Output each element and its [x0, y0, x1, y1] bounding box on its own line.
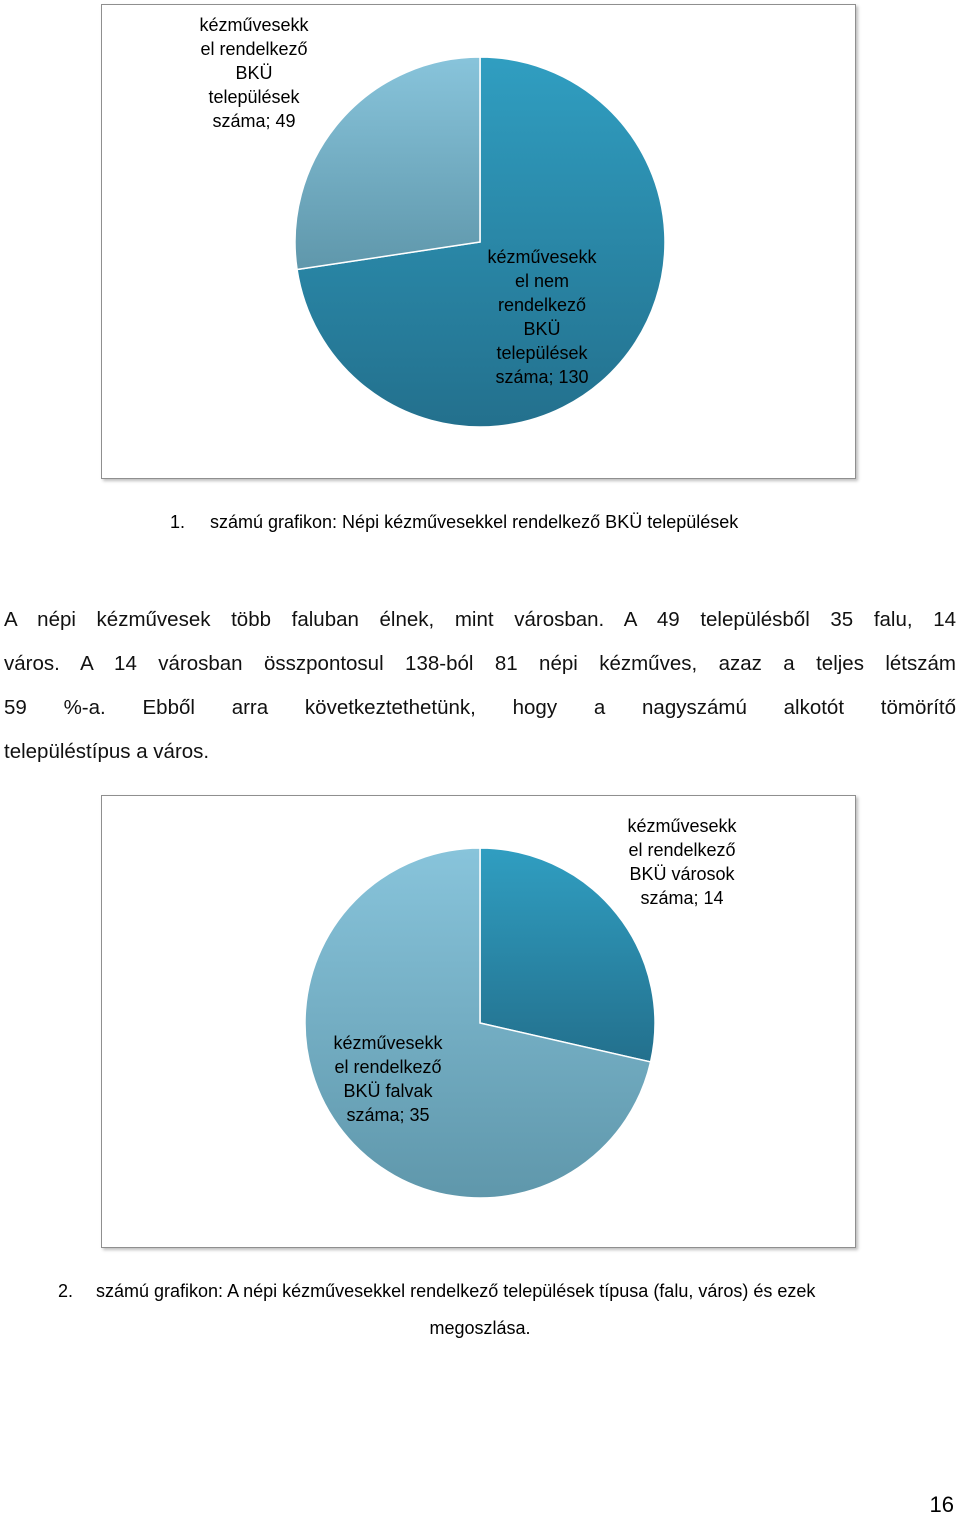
- pie-chart-2: [101, 795, 856, 1248]
- chart-2-caption-continued: megoszlása.: [429, 1318, 531, 1338]
- caption-text: számú grafikon: Népi kézművesekkel rendelkező BKÜ települések: [210, 512, 739, 532]
- paragraph-line: településtípus a város.: [4, 740, 210, 763]
- slice-label-villages: kézművesekk el rendelkező BKÜ falvak száma; 35: [333, 1033, 443, 1125]
- paragraph-line: város. A 14 városban összpontosul 138-ból 81 népi kézműves, azaz a teljes létszám: [4, 652, 956, 675]
- chart-1-caption: [170, 510, 738, 534]
- caption-number: 2.: [58, 1281, 74, 1301]
- paragraph-line: A népi kézművesek több faluban élnek, mint városban. A 49 településből 35 falu, 14: [4, 608, 956, 631]
- caption-number: 1.: [170, 512, 186, 532]
- body-paragraph: [4, 598, 956, 774]
- pie-chart-1: [101, 4, 856, 479]
- caption-text: számú grafikon: A népi kézművesekkel rendelkező települések típusa (falu, város) és ezek: [96, 1281, 816, 1301]
- slice-label-towns: kézművesekk el rendelkező BKÜ városok száma; 14: [627, 816, 737, 908]
- paragraph-line: 59 %-a. Ebből arra következtethetünk, hogy a nagyszámú alkotót tömörítő: [4, 696, 956, 719]
- page-number: 16: [929, 1492, 954, 1517]
- slice-label-without-craftsmen: kézművesekk el nem rendelkező BKÜ települések száma; 130: [487, 247, 597, 387]
- slice-label-with-craftsmen: kézművesekk el rendelkező BKÜ települések száma; 49: [199, 15, 309, 131]
- chart-2-caption: [58, 1279, 948, 1303]
